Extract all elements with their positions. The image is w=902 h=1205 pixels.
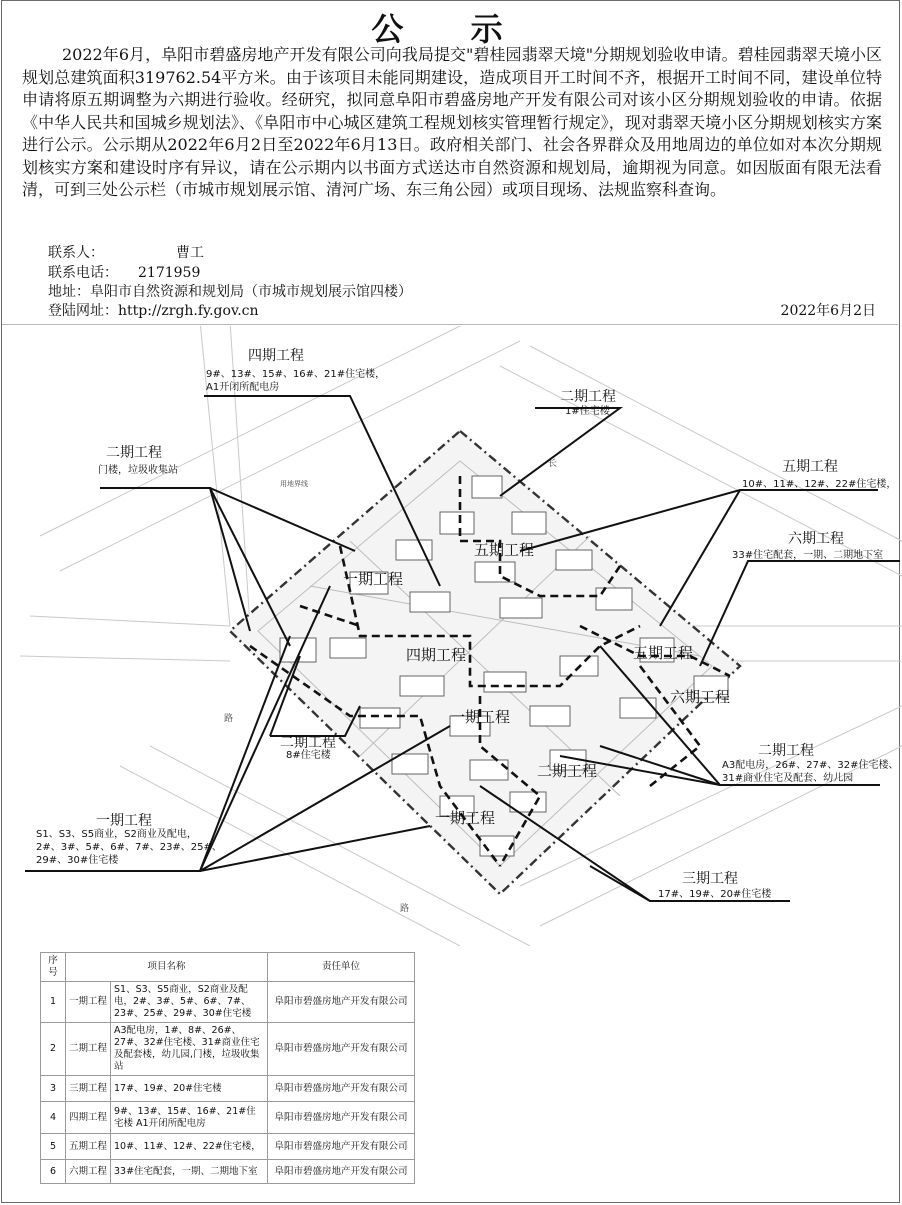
cell-unit: 阜阳市碧盛房地产开发有限公司 (268, 1023, 415, 1076)
contact-person-label: 联系人： (48, 245, 104, 261)
callout-phase5-title: 五期工程 (782, 459, 838, 475)
contact-web-line (48, 301, 259, 321)
divider (2, 324, 898, 325)
callout-phase4-title: 四期工程 (248, 348, 304, 364)
table-row (41, 1023, 415, 1076)
contact-person-line (48, 243, 204, 263)
cell-phase: 三期工程 (66, 1076, 111, 1102)
cell-items: 9#、13#、15#、16#、21#住宅楼 A1开闭所配电房 (111, 1102, 268, 1134)
callout-phase2-1-sub: 1#住宅楼 (565, 406, 610, 417)
contact-person: 曹工 (176, 245, 204, 261)
callout-phase2-a3-title: 二期工程 (758, 743, 814, 759)
phase-table (40, 952, 415, 1184)
map-label-phase1-mid: 一期工程 (450, 708, 511, 726)
cell-unit: 阜阳市碧盛房地产开发有限公司 (268, 982, 415, 1023)
table-row (41, 982, 415, 1023)
callout-phase3-sub: 17#、19#、20#住宅楼 (658, 889, 772, 900)
cell-items: 10#、11#、12#、22#住宅楼， (111, 1134, 268, 1160)
contact-phone: 2171959 (138, 265, 201, 281)
table-row (41, 1134, 415, 1160)
map-label-phase1-top: 一期工程 (343, 570, 404, 588)
contact-phone-label: 联系电话： (48, 265, 118, 281)
th-unit: 责任单位 (268, 953, 415, 982)
callout-phase3-title: 三期工程 (682, 871, 738, 887)
contact-address: 阜阳市自然资源和规划局（市城市规划展示馆四楼） (90, 284, 412, 300)
callout-phase6-sub: 33#住宅配套，一期、二期地下室 (732, 550, 884, 561)
callout-phase5-sub: 10#、11#、12#、22#住宅楼， (742, 479, 897, 490)
table-row (41, 1160, 415, 1184)
cell-items: A3配电房，1#、8#、26#、27#、32#住宅楼、31#商业住宅及配套楼，幼儿园,门楼，垃圾收集站 (111, 1023, 268, 1076)
map-label-phase5-right: 五期工程 (633, 644, 694, 662)
callout-phase2-gate-title: 二期工程 (106, 445, 162, 461)
notice-date: 2022年6月2日 (780, 303, 876, 319)
notice-title: 公 示 (371, 10, 531, 48)
cell-no: 4 (41, 1102, 66, 1134)
callout-phase2-1-title: 二期工程 (560, 389, 616, 405)
map-road-label-4: 路 (400, 904, 410, 914)
callout-phase2-8-sub: 8#住宅楼 (286, 750, 331, 761)
contact-phone-line (48, 263, 200, 283)
callout-phase6-title: 六期工程 (788, 531, 844, 547)
cell-no: 1 (41, 982, 66, 1023)
callout-phase2-a3-sub: A3配电房，26#、27#、32#住宅楼、 31#商业住宅及配套、幼儿园 (722, 760, 899, 784)
callout-phase1-sub: S1、S3、S5商业，S2商业及配电， 2#、3#、5#、6#、7#、23#、25#、 29#、30#住宅楼 (36, 829, 222, 866)
cell-phase: 四期工程 (66, 1102, 111, 1134)
callout-phase2-gate-sub: 门楼，垃圾收集站 (98, 465, 178, 476)
cell-no: 2 (41, 1023, 66, 1076)
map-road-label-3: 路 (224, 714, 234, 724)
cell-no: 3 (41, 1076, 66, 1102)
map-label-phase1-bottom: 一期工程 (435, 809, 496, 827)
th-project: 项目名称 (66, 953, 268, 982)
cell-items: 17#、19#、20#住宅楼 (111, 1076, 268, 1102)
cell-items: 33#住宅配套，一期、二期地下室 (111, 1160, 268, 1184)
map-road-label-2: 长 (548, 459, 558, 469)
contact-address-line (48, 282, 412, 302)
map-label-phase4: 四期工程 (406, 646, 467, 664)
cell-unit: 阜阳市碧盛房地产开发有限公司 (268, 1076, 415, 1102)
map-road-label-1: 用地界线 (280, 480, 308, 488)
notice-body: 2022年6月，阜阳市碧盛房地产开发有限公司向我局提交"碧桂园翡翠天境"分期规划验收申请。碧桂园翡翠天境小区规划总建筑面积319762.54平方米。由于该项目未能同期建设，造成项目开工时间不齐，根据开工时间不同，建设单位特申请将原五期调整为六期进行验收。经研究，拟同意阜阳市碧盛房地产开发有限公司对该小区分期规划验收的申请。依据《中华人民共和国城乡规划法》、《阜阳市中心城区建筑工程规划核实管理暂行规定》，现对翡翠天境小区分期规划核实方案进行公示。公示期从2022年6月2日至2022年6月13日。政府相关部门、社会各界群众及用地周边的单位如对本次分期规划核实方案和建设时序有异议，请在公示期内以书面方式送达市自然资源和规划局，逾期视为同意。如因版面有限无法看清，可到三处公示栏（市城市规划展示馆、清河广场、东三角公园）或项目现场、法规监察科查询。 (22, 45, 882, 199)
map-label-phase6: 六期工程 (670, 688, 731, 706)
callout-phase1-title: 一期工程 (96, 813, 152, 829)
cell-no: 5 (41, 1134, 66, 1160)
callout-phase4-sub: 9#、13#、15#、16#、21#住宅楼， A1开闭所配电房 (206, 369, 386, 393)
cell-phase: 五期工程 (66, 1134, 111, 1160)
th-no: 序号 (41, 953, 66, 982)
map-label-phase2: 二期工程 (537, 762, 598, 780)
cell-phase: 一期工程 (66, 982, 111, 1023)
cell-unit: 阜阳市碧盛房地产开发有限公司 (268, 1160, 415, 1184)
contact-web-link[interactable]: http://zrgh.fy.gov.cn (118, 303, 259, 319)
cell-no: 6 (41, 1160, 66, 1184)
table-row (41, 1102, 415, 1134)
cell-unit: 阜阳市碧盛房地产开发有限公司 (268, 1134, 415, 1160)
map-label-phase5-top: 五期工程 (474, 541, 535, 559)
cell-items: S1、S3、S5商业，S2商业及配电，2#、3#、5#、6#、7#、23#、25#、29#、30#住宅楼 (111, 982, 268, 1023)
table-row (41, 1076, 415, 1102)
contact-web-label: 登陆网址： (48, 303, 118, 319)
table-header-row (41, 953, 415, 982)
contact-address-label: 地址： (48, 284, 90, 300)
cell-phase: 六期工程 (66, 1160, 111, 1184)
cell-unit: 阜阳市碧盛房地产开发有限公司 (268, 1102, 415, 1134)
cell-phase: 二期工程 (66, 1023, 111, 1076)
callout-phase2-8-title: 二期工程 (280, 735, 336, 751)
